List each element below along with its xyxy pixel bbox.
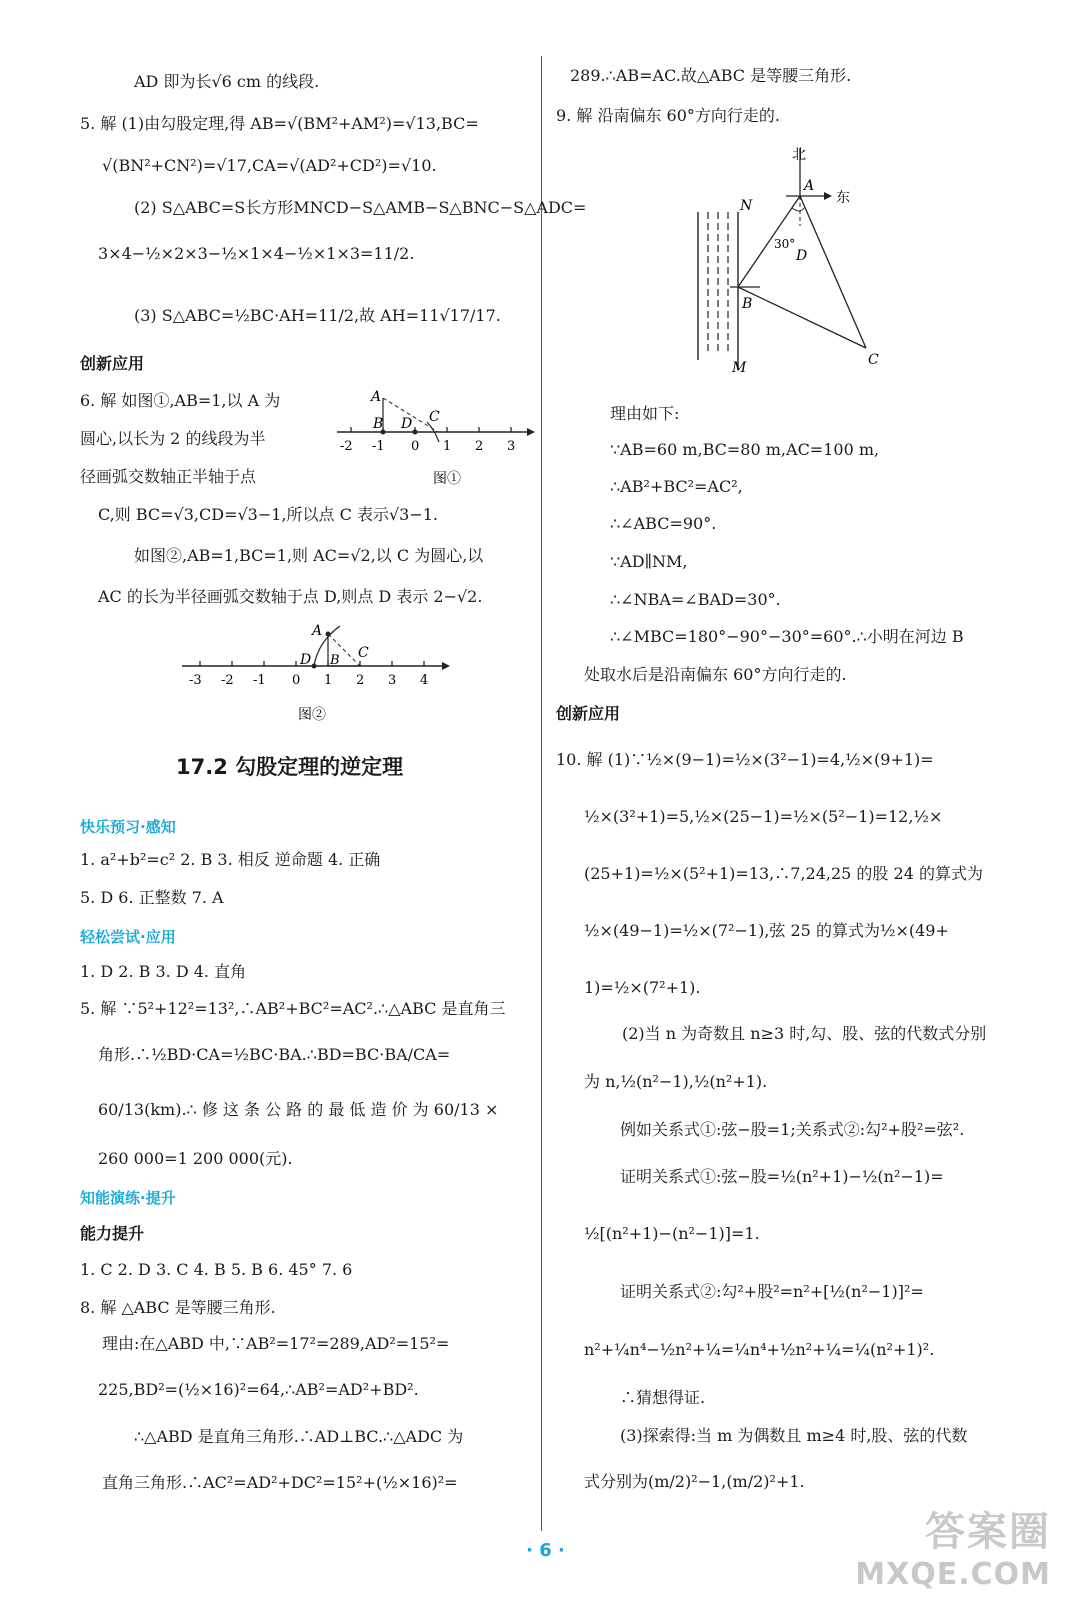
fig3-label-d: D	[796, 248, 808, 264]
text-line: 理由如下:	[610, 404, 680, 423]
subheading: 创新应用	[80, 354, 145, 373]
fig2-tick: -2	[221, 673, 234, 688]
text-line: 理由:在△ABD 中,∵AB²=17²=289,AD²=15²=	[102, 1334, 450, 1353]
fig3-label-a: A	[804, 178, 815, 194]
text-line: 10. 解 (1)∵½×(9−1)=½×(3²−1)=4,½×(9+1)=	[556, 750, 934, 769]
fig1-label-a: A	[371, 389, 382, 405]
text-line: (3)探索得:当 m 为偶数且 m≥4 时,股、弦的代数	[620, 1426, 968, 1445]
text-line: (2) S△ABC=S长方形MNCD−S△AMB−S△BNC−S△ADC=	[134, 198, 587, 217]
fig1-tick: 3	[507, 439, 516, 454]
text-line: ∴△ABD 是直角三角形.∴AD⊥BC.∴△ADC 为	[134, 1427, 464, 1446]
fig2-tick: 0	[292, 673, 301, 688]
subheading: 能力提升	[80, 1224, 145, 1243]
text-line: ∵AB=60 m,BC=80 m,AC=100 m,	[610, 440, 880, 459]
fig2-caption: 图②	[298, 707, 326, 723]
page-number: · 6 ·	[526, 1540, 565, 1561]
fig1-label-c: C	[429, 409, 440, 425]
fig1-label-d: D	[401, 416, 413, 432]
section-banner: 快乐预习·感知	[80, 818, 176, 836]
watermark-logo	[855, 1500, 1051, 1592]
fig1-tick: 2	[475, 439, 484, 454]
north-label: 北	[792, 147, 806, 163]
text-line: 260 000=1 200 000(元).	[98, 1149, 293, 1168]
text-line: ½×(3²+1)=5,½×(25−1)=½×(5²−1)=12,½×	[584, 807, 943, 826]
text-line: 处取水后是沿南偏东 60°方向行走的.	[584, 665, 847, 684]
text-line: 证明关系式①:弦−股=½(n²+1)−½(n²−1)=	[620, 1167, 944, 1186]
text-line: 例如关系式①:弦−股=1;关系式②:勾²+股²=弦².	[620, 1120, 965, 1139]
text-line: 如图②,AB=1,BC=1,则 AC=√2,以 C 为圆心,以	[134, 546, 484, 565]
fig2-tick: 1	[324, 673, 333, 688]
fig2-label-c: C	[358, 645, 369, 661]
text-line: ½×(49−1)=½×(7²−1),弦 25 的算式为½×(49+	[584, 921, 949, 940]
text-line: ∵AD∥NM,	[610, 552, 688, 571]
watermark-text: 答案圈	[925, 1509, 1051, 1555]
fig1-caption: 图①	[433, 471, 461, 487]
fig2-tick: 3	[388, 673, 397, 688]
text-line: AD 即为长√6 cm 的线段.	[134, 72, 320, 91]
figure-2-number-line	[180, 612, 460, 727]
text-line: 角形.∴½BD·CA=½BC·BA.∴BD=BC·BA/CA=	[98, 1045, 451, 1064]
text-line: ∴猜想得证.	[620, 1388, 706, 1407]
section-banner: 轻松尝试·应用	[80, 928, 176, 946]
figure-1-number-line	[335, 380, 535, 490]
text-line: 1. a²+b²=c² 2. B 3. 相反 逆命题 4. 正确	[80, 850, 381, 869]
text-line: 8. 解 △ABC 是等腰三角形.	[80, 1298, 276, 1317]
fig3-label-n: N	[740, 198, 753, 214]
text-line: 式分别为(m/2)²−1,(m/2)²+1.	[584, 1472, 805, 1491]
section-title: 17.2 勾股定理的逆定理	[176, 755, 404, 779]
text-line: ∴∠ABC=90°.	[610, 514, 717, 533]
text-line: n²+¼n⁴−½n²+¼=¼n⁴+½n²+¼=¼(n²+1)².	[584, 1340, 935, 1359]
text-line: 5. 解 (1)由勾股定理,得 AB=√(BM²+AM²)=√13,BC=	[80, 114, 479, 133]
text-line: ∴∠MBC=180°−90°−30°=60°.∴小明在河边 B	[610, 627, 964, 646]
text-line: (25+1)=½×(5²+1)=13,∴7,24,25 的股 24 的算式为	[584, 864, 983, 883]
text-line: 1)=½×(7²+1).	[584, 978, 701, 997]
fig1-tick: -1	[372, 439, 385, 454]
column-divider	[541, 56, 542, 1531]
text-line: 6. 解 如图①,AB=1,以 A 为	[80, 391, 281, 410]
watermark-url: MXQE.COM	[855, 1557, 1051, 1592]
text-line: 1. D 2. B 3. D 4. 直角	[80, 962, 247, 981]
text-line: (3) S△ABC=½BC·AH=11/2,故 AH=11√17/17.	[134, 306, 501, 325]
text-line: 60/13(km).∴ 修 这 条 公 路 的 最 低 造 价 为 60/13 ×	[98, 1100, 499, 1119]
text-line: 289.∴AB=AC.故△ABC 是等腰三角形.	[570, 66, 852, 85]
text-line: 径画弧交数轴正半轴于点	[80, 467, 257, 486]
angle-label: 30°	[774, 237, 796, 251]
text-line: 圆心,以长为 2 的线段为半	[80, 429, 266, 448]
text-line: (2)当 n 为奇数且 n≥3 时,勾、股、弦的代数式分别	[622, 1024, 987, 1043]
fig1-tick: -2	[340, 439, 353, 454]
fig2-tick: 4	[420, 673, 429, 688]
text-line: C,则 BC=√3,CD=√3−1,所以点 C 表示√3−1.	[98, 505, 438, 524]
fig2-tick: 2	[356, 673, 365, 688]
text-line: ∴∠NBA=∠BAD=30°.	[610, 590, 781, 609]
text-line: AC 的长为半径画弧交数轴于点 D,则点 D 表示 2−√2.	[98, 587, 483, 606]
text-line: ½[(n²+1)−(n²−1)]=1.	[584, 1224, 760, 1243]
text-line: 5. 解 ∵5²+12²=13²,∴AB²+BC²=AC².∴△ABC 是直角三	[80, 999, 506, 1018]
text-line: 为 n,½(n²−1),½(n²+1).	[584, 1072, 768, 1091]
section-banner: 知能演练·提升	[80, 1189, 176, 1207]
fig2-label-a: A	[312, 623, 323, 639]
text-line: √(BN²+CN²)=√17,CA=√(AD²+CD²)=√10.	[102, 156, 437, 175]
fig3-label-m: M	[732, 360, 747, 376]
text-line: 直角三角形.∴AC²=AD²+DC²=15²+(½×16)²=	[102, 1473, 458, 1492]
text-line: ∴AB²+BC²=AC²,	[610, 477, 743, 496]
text-line: 证明关系式②:勾²+股²=n²+[½(n²−1)]²=	[620, 1282, 924, 1301]
fig3-label-b: B	[742, 296, 753, 312]
figure-3-river-diagram	[688, 140, 918, 380]
fig1-tick: 0	[411, 439, 420, 454]
text-line: 1. C 2. D 3. C 4. B 5. B 6. 45° 7. 6	[80, 1260, 353, 1279]
fig2-tick: -1	[253, 673, 266, 688]
text-line: 9. 解 沿南偏东 60°方向行走的.	[556, 106, 780, 125]
fig2-label-b: B	[330, 653, 340, 668]
fig2-label-d: D	[300, 652, 312, 668]
fig1-tick: 1	[443, 439, 452, 454]
text-line: 5. D 6. 正整数 7. A	[80, 888, 224, 907]
text-line: 225,BD²=(½×16)²=64,∴AB²=AD²+BD².	[98, 1380, 419, 1399]
east-label: 东	[836, 190, 850, 206]
subheading: 创新应用	[556, 704, 621, 723]
fig2-tick: -3	[189, 673, 202, 688]
text-line: 3×4−½×2×3−½×1×4−½×1×3=11/2.	[98, 244, 415, 263]
fig1-label-b: B	[373, 416, 384, 432]
fig3-label-c: C	[868, 352, 879, 368]
